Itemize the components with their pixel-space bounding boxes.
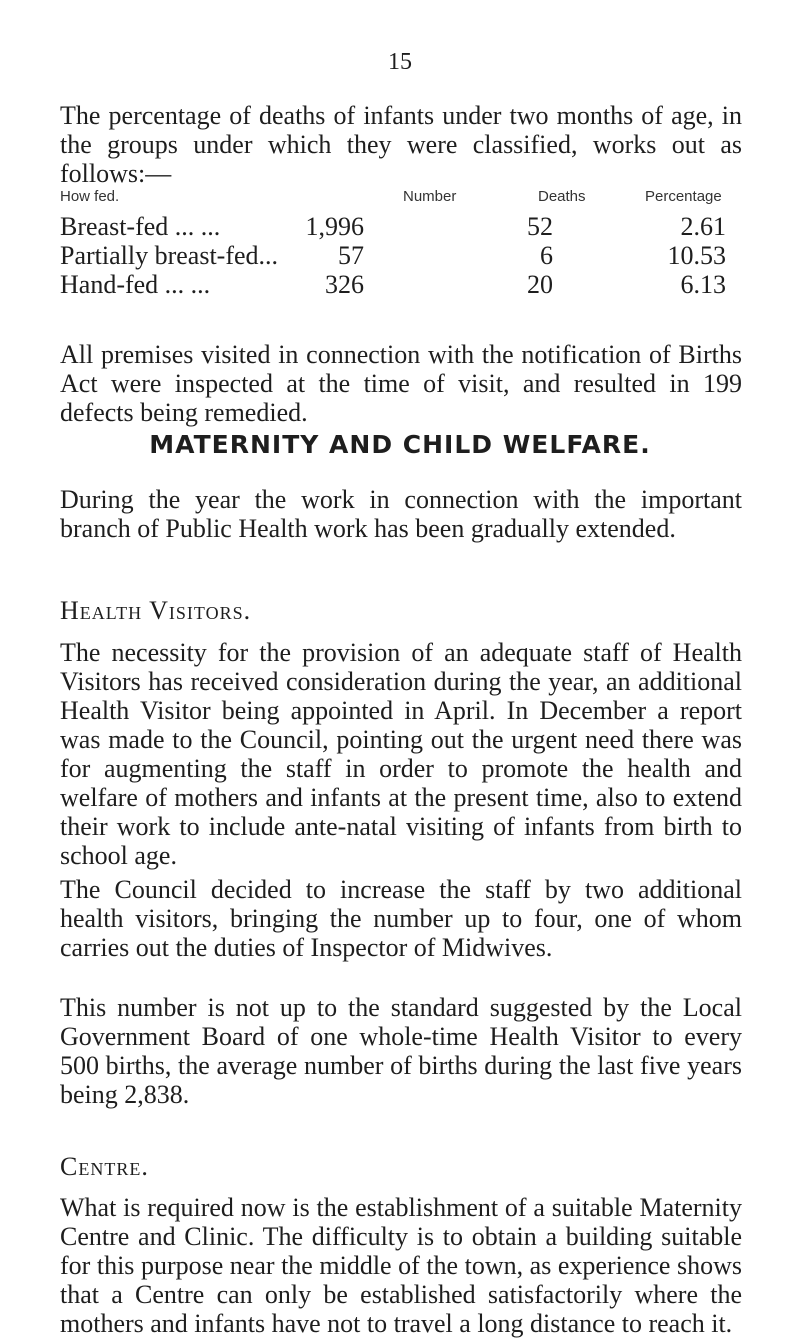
header-number: Number [403, 188, 457, 205]
welfare-paragraph: During the year the work in connection with the important branch of Public Health work has been gradually extended. [60, 485, 742, 543]
infant-feeding-table [60, 188, 742, 299]
table-row [60, 270, 742, 299]
row-percentage: 6.13 [680, 270, 726, 299]
table-row [60, 212, 742, 241]
row-deaths: 20 [527, 270, 553, 299]
table-row [60, 241, 742, 270]
row-percentage: 2.61 [680, 212, 726, 241]
header-percentage: Percentage [645, 188, 722, 205]
header-how-fed: How fed. [60, 188, 120, 205]
row-label: Breast-fed ... ... [60, 212, 221, 241]
council-decision-paragraph: The Council decided to increase the staff by two additional health visitors, bringing the number up to four, one of whom carries out the duties of Inspector of Midwives. [60, 875, 742, 962]
row-number: 57 [338, 241, 364, 270]
row-deaths: 52 [527, 212, 553, 241]
row-number: 1,996 [305, 212, 364, 241]
intro-paragraph: The percentage of deaths of infants under two months of age, in the groups under which they were classified, works out as follows:— [60, 101, 742, 188]
health-visitors-paragraph: The necessity for the provision of an adequate staff of Health Visitors has received consideration during the year, an additional Health Visitor being appointed in April. In December a report was made to the Council, pointing out the urgent need there was for augmenting the staff in order to promote the health and welfare of mothers and infants at the present time, also to extend their work to include ante-natal visiting of infants from birth to school age. [60, 638, 742, 870]
row-number: 326 [325, 270, 364, 299]
page-number: 15 [388, 49, 412, 75]
table-header [60, 188, 742, 212]
centre-paragraph: What is required now is the establishment of a suitable Maternity Centre and Clinic. The difficulty is to obtain a building suitable for this purpose near the middle of the town, as experience shows that a Centre can only be established satisfactorily where the mothers and infants have not to travel a long distance to reach it. [60, 1193, 742, 1338]
row-percentage: 10.53 [667, 241, 726, 270]
section-heading: MATERNITY AND CHILD WELFARE. [149, 430, 651, 459]
row-label: Partially breast-fed... [60, 241, 279, 270]
health-visitors-heading: Health Visitors. [60, 596, 252, 625]
header-deaths: Deaths [538, 188, 586, 205]
standard-paragraph: This number is not up to the standard suggested by the Local Government Board of one whole-time Health Visitor to every 500 births, the average number of births during the last five years being 2,838. [60, 993, 742, 1109]
centre-heading: Centre. [60, 1152, 149, 1181]
row-label: Hand-fed ... ... [60, 270, 211, 299]
row-deaths: 6 [540, 241, 553, 270]
premises-paragraph: All premises visited in connection with the notification of Births Act were inspected at the time of visit, and resulted in 199 defects being remedied. [60, 340, 742, 427]
